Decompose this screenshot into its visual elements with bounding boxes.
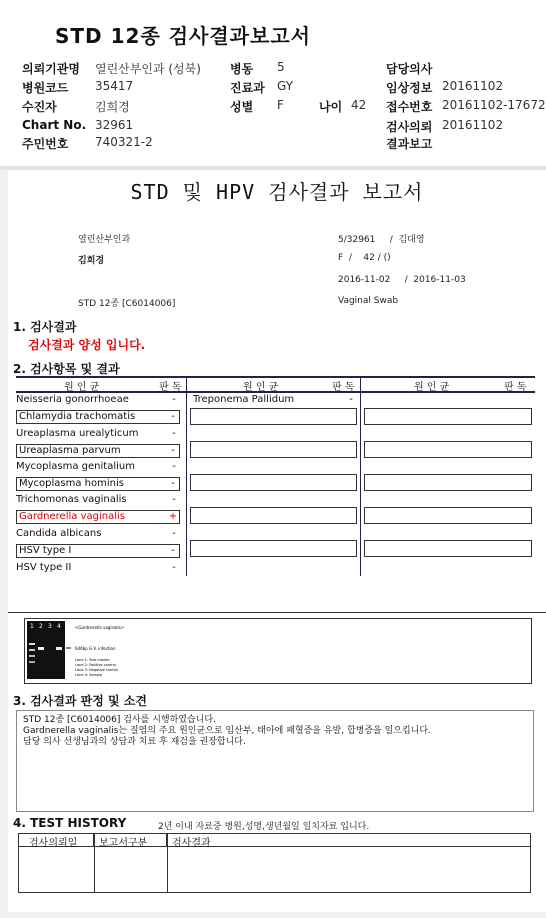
section-divider [8,612,546,613]
ward-value: 5 [277,60,285,74]
organism-result: - [172,428,176,439]
gel-band-label: 646bp G.V. infection [75,646,116,651]
column-divider [167,834,168,892]
table-row [193,394,360,408]
test-name: STD 12종 [C6014006] [78,299,176,309]
empty-cell [364,507,532,524]
comment-line: STD 12종 [C6014006] 검사를 시행하였습니다. [23,715,216,725]
hospital-code-label: 병원코드 [22,81,69,95]
col1-result-header: 판 독 [159,382,182,393]
table-row [16,562,183,576]
table-row [16,394,183,408]
empty-cell [190,507,357,524]
organism-result: - [171,478,175,489]
gel-lane-number: 1 [30,623,34,630]
gel-caption: <Gardnerella vaginalis> [75,625,125,630]
column-divider [94,834,95,892]
empty-cell [190,540,357,557]
table-row [16,544,180,558]
rrn-label: 주민번호 [22,137,69,151]
history-table [18,833,531,893]
dept-value: GY [277,79,294,93]
organism-name: HSV type II [16,562,72,573]
clinical-info-label: 임상정보 [386,81,433,95]
column-divider [360,376,361,576]
organism-result: - [172,461,176,472]
empty-cell [190,408,357,425]
hospital-code-value: 35417 [95,79,134,93]
col2-organism-header: 원 인 균 [243,382,279,393]
organism-result: - [349,394,353,405]
clinic-name: 열린산부인과 [78,235,131,245]
table-row [16,410,180,424]
organism-result: - [172,562,176,573]
result-summary: 검사결과 양성 입니다. [28,338,146,352]
dates: 2016-11-02 / 2016-11-03 [338,275,466,285]
table-row [16,461,183,475]
sex-age: F / 42 / () [338,253,391,263]
comment-line: 담당 의사 선생님과의 상담과 치료 후 재검을 권장합니다. [23,737,246,747]
organism-name: Neisseria gonorrhoeae [16,394,129,405]
organism-name-positive: Gardnerella vaginalis [19,511,125,522]
organism-result: - [171,411,175,422]
receipt-value: 20161102-17672 [442,98,546,112]
col3-result-header: 판 독 [504,382,527,393]
table-row [16,428,183,442]
col2-result-header: 판 독 [332,382,355,393]
chart-value: 32961 [95,118,134,132]
organism-result-positive: + [168,511,178,522]
gel-legend-item: Lane 2: Positive control [75,663,116,667]
comment-box [16,710,534,812]
comment-line: Gardnerella vaginalis는 질염의 주요 원인균으로 임산부, 태아에 패혈증을 유발, 합병증을 일으킵니다. [23,726,431,736]
organism-result: - [171,545,175,556]
organism-result: - [172,494,176,505]
organism-name: HSV type I [19,545,72,556]
report-label: 결과보고 [386,137,433,151]
doctor-label: 담당의사 [386,62,433,76]
age-label: 나이 [319,100,343,114]
organism-result: - [171,445,175,456]
rrn-value: 740321-2 [95,135,153,149]
history-header-date: 검사의뢰일 [19,834,94,847]
empty-cell [364,474,532,491]
organism-name: Ureaplasma urealyticum [16,428,139,439]
table-row [16,477,180,491]
col3-organism-header: 원 인 균 [414,382,450,393]
clinical-info-value: 20161102 [442,79,504,93]
gel-legend-item: Lane 1: Size marker [75,658,110,662]
gel-lane-number: 2 [39,623,43,630]
organism-name: Treponema Pallidum [193,394,295,405]
chart-label: Chart No. [22,118,87,132]
patient-value: 김희경 [95,100,130,114]
section-4-title: 4. TEST HISTORY [13,816,127,830]
gel-image [25,619,531,683]
results-table-header [16,376,535,393]
section-1-title: 1. 검사결과 [13,320,77,334]
organism-name: Mycoplasma hominis [19,478,124,489]
gel-lane-number: 3 [48,623,52,630]
table-row [16,528,183,542]
organism-name: Mycoplasma genitalium [16,461,135,472]
sex-label: 성별 [230,100,254,114]
organism-name: Trichomonas vaginalis [16,494,127,505]
section-2-title: 2. 검사항목 및 결과 [13,362,120,376]
organism-result: - [172,394,176,405]
empty-cell [364,408,532,425]
gel-electrophoresis-figure [24,618,532,684]
empty-cell [190,474,357,491]
patient-label: 수진자 [22,100,57,114]
col1-organism-header: 원 인 균 [64,382,100,393]
patient-name: 김희경 [78,256,105,266]
ward-label: 병동 [230,62,254,76]
history-header-type: 보고서구분 [94,834,167,847]
column-divider [186,376,187,576]
gel-legend-item: Lane 3: Negative control [75,668,119,672]
history-note: 2년 이내 자료중 병원,성명,생년월일 일치자료 입니다. [158,822,370,832]
institution-value: 열린산부인과 (성북) [95,62,201,76]
organism-name: Chlamydia trachomatis [19,411,136,422]
chart-doctor: 5/32961 / 김대영 [338,235,425,245]
request-value: 20161102 [442,118,504,132]
empty-cell [364,540,532,557]
report-header [0,0,546,166]
institution-label: 의뢰기관명 [22,62,80,76]
dept-label: 진료과 [230,81,265,95]
section-3-title: 3. 검사결과 판정 및 소견 [13,694,147,708]
specimen: Vaginal Swab [338,296,399,306]
table-row [16,494,183,508]
receipt-label: 접수번호 [386,100,433,114]
table-row-positive [16,510,180,524]
sex-value: F [277,98,284,112]
organism-name: Ureaplasma parvum [19,445,121,456]
document-title: STD 및 HPV 검사결과 보고서 [130,180,424,204]
header-title: STD 12종 검사결과보고서 [55,24,311,48]
gel-legend-item: Lane 4: Sample [75,673,103,677]
empty-cell [364,441,532,458]
age-value: 42 [351,98,367,112]
table-row [16,444,180,458]
request-label: 검사의뢰 [386,120,433,134]
history-header-result: 검사결과 [167,834,530,847]
report-document [8,170,546,912]
empty-cell [190,441,357,458]
organism-result: - [172,528,176,539]
gel-lane-number: 4 [57,623,61,630]
organism-name: Candida albicans [16,528,102,539]
